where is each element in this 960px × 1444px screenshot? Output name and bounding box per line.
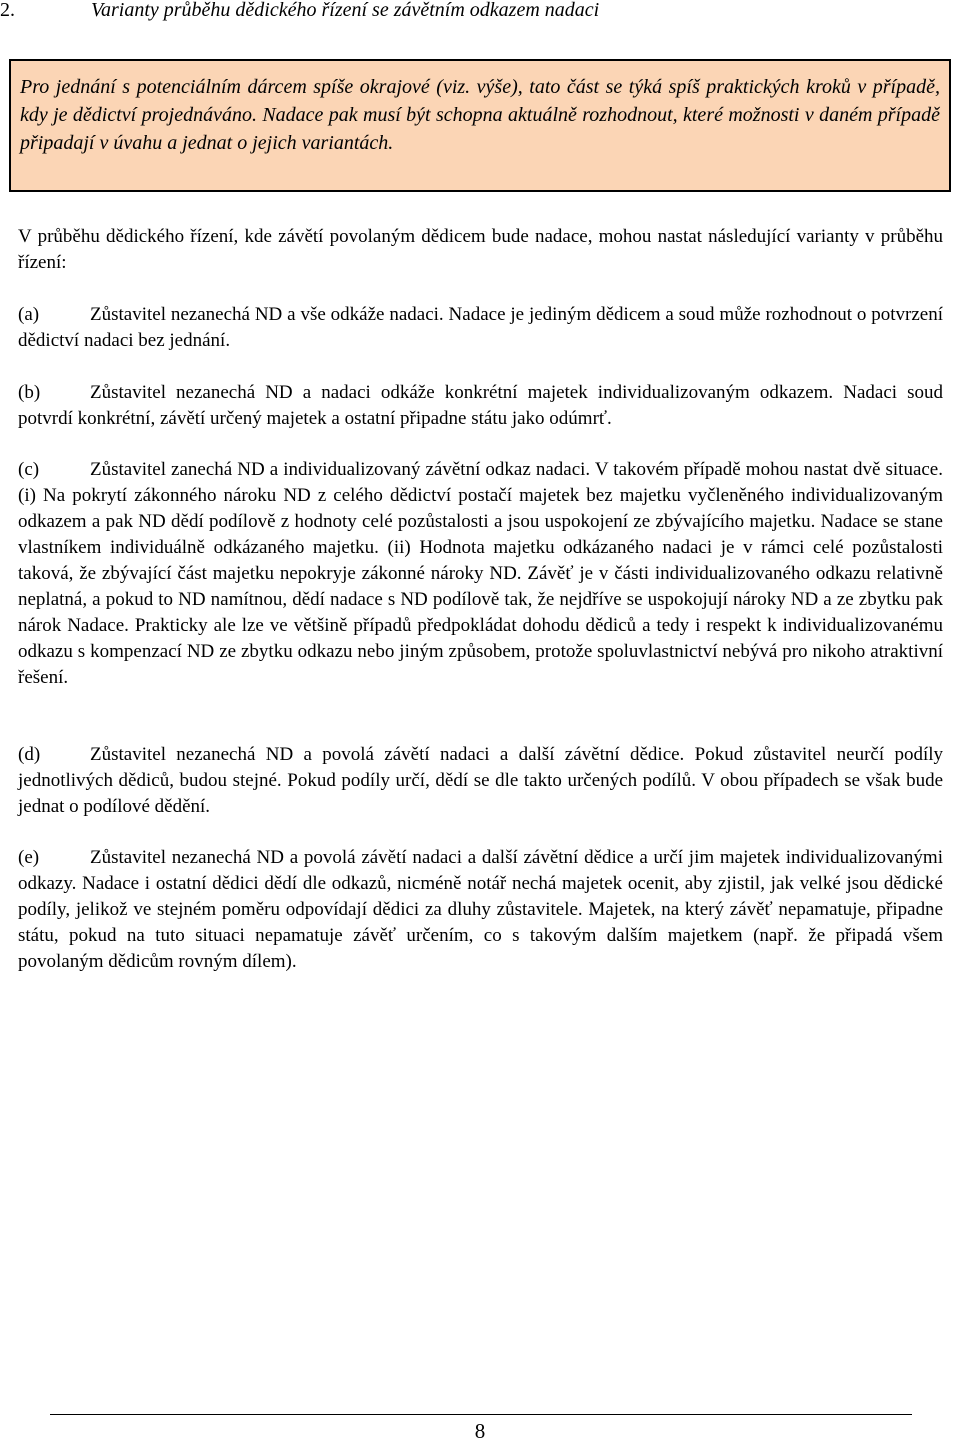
variant-b-text: Zůstavitel nezanechá ND a nadaci odkáže konkrétní majetek individualizovaným odkazem. Nadaci soud potvrdí konkrétní, závětí určený majetek a ostatní připadne státu jako odúmrť.	[18, 382, 943, 429]
variant-d-paragraph	[18, 742, 943, 820]
section-title: Varianty průběhu dědického řízení se závětním odkazem nadaci	[91, 0, 600, 21]
variant-a-label: (a)	[18, 304, 40, 325]
variant-e-paragraph	[18, 845, 943, 975]
highlighted-note-text: Pro jednání s potenciálním dárcem spíše okrajové (viz. výše), tato část se týká spíš praktických kroků v případě, kdy je dědictví projednáváno. Nadace pak musí být schopna aktuálně rozhodnout, které možnosti v daném případě připadají v úvahu a jednat o jejich variantách.	[20, 76, 940, 154]
variant-e-text: Zůstavitel nezanechá ND a povolá závětí nadaci a další závětní dědice a určí jim majetek individualizovanými odkazy. Nadace i ostatní dědici dědí dle odkazů, nicméně notář nechá majetek ocenit, aby zjistil, jak velké jsou dědické podíly, jelikož ve stejném poměru odpovídají dědici za dluhy zůstavitele. Majetek, na který závěť nepamatuje, připadne státu, pokud na tuto situaci nepamatuje závěť určením, co s takovým dalším majetkem (např. že připadá všem povolaným dědicům rovným dílem).	[18, 847, 943, 972]
variant-a-text: Zůstavitel nezanechá ND a vše odkáže nadaci. Nadace je jediným dědicem a soud může rozhodnout o potvrzení dědictví nadaci bez jednání.	[18, 304, 943, 351]
variant-c-text: Zůstavitel zanechá ND a individualizovaný závětní odkaz nadaci. V takovém případě mohou nastat dvě situace. (i) Na pokrytí zákonného nároku ND z celého dědictví postačí majetek bez majetku vyčleněného individualizovaným odkazem a pak ND dědí podílově z hodnoty celé pozůstalosti a jsou uspokojení ze zbývajícího majetku. Nadace se stane vlastníkem individuálně odkázaného majetku. (ii) Hodnota majetku odkázaného nadaci je v rámci celé pozůstalosti taková, že zbývající část majetku nepokryje zákonné nároky ND. Závěť je v části individualizovaného odkazu relativně neplatná, a pokud to ND namítnou, dědí nadace s ND podílově tak, že nejdříve se uspokojují nároky ND a ze zbytku pak nárok Nadace. Prakticky ale lze ve většině případů předpokládat dohodu dědiců a tedy i respekt k individualizovanému odkazu s kompenzací ND ze zbytku odkazu nebo jiným způsobem, protože spoluvlastnictví nebývá pro nikoho atraktivní řešení.	[18, 459, 943, 688]
page-number: 8	[474, 1419, 486, 1443]
variant-b-label: (b)	[18, 382, 41, 403]
section-heading	[0, 0, 960, 24]
variant-b-paragraph	[18, 380, 943, 432]
section-number: 2.	[0, 0, 15, 21]
intro-paragraph: V průběhu dědického řízení, kde závětí povolaným dědicem bude nadace, mohou nastat následující varianty v průběhu řízení:	[18, 226, 943, 273]
variant-e-label: (e)	[18, 847, 40, 868]
variant-c-label: (c)	[18, 459, 40, 480]
variant-c-paragraph	[18, 457, 943, 691]
footer-divider	[50, 1414, 912, 1415]
variant-d-text: Zůstavitel nezanechá ND a povolá závětí nadaci a další závětní dědice. Pokud zůstavitel neurčí podíly jednotlivých dědiců, budou stejné. Pokud podíly určí, dědí se dle takto určených podílů. V obou případech se však bude jednat o podílové dědění.	[18, 744, 943, 817]
variant-d-label: (d)	[18, 744, 41, 765]
variant-a-paragraph	[18, 302, 943, 354]
highlighted-note-box	[9, 59, 951, 192]
